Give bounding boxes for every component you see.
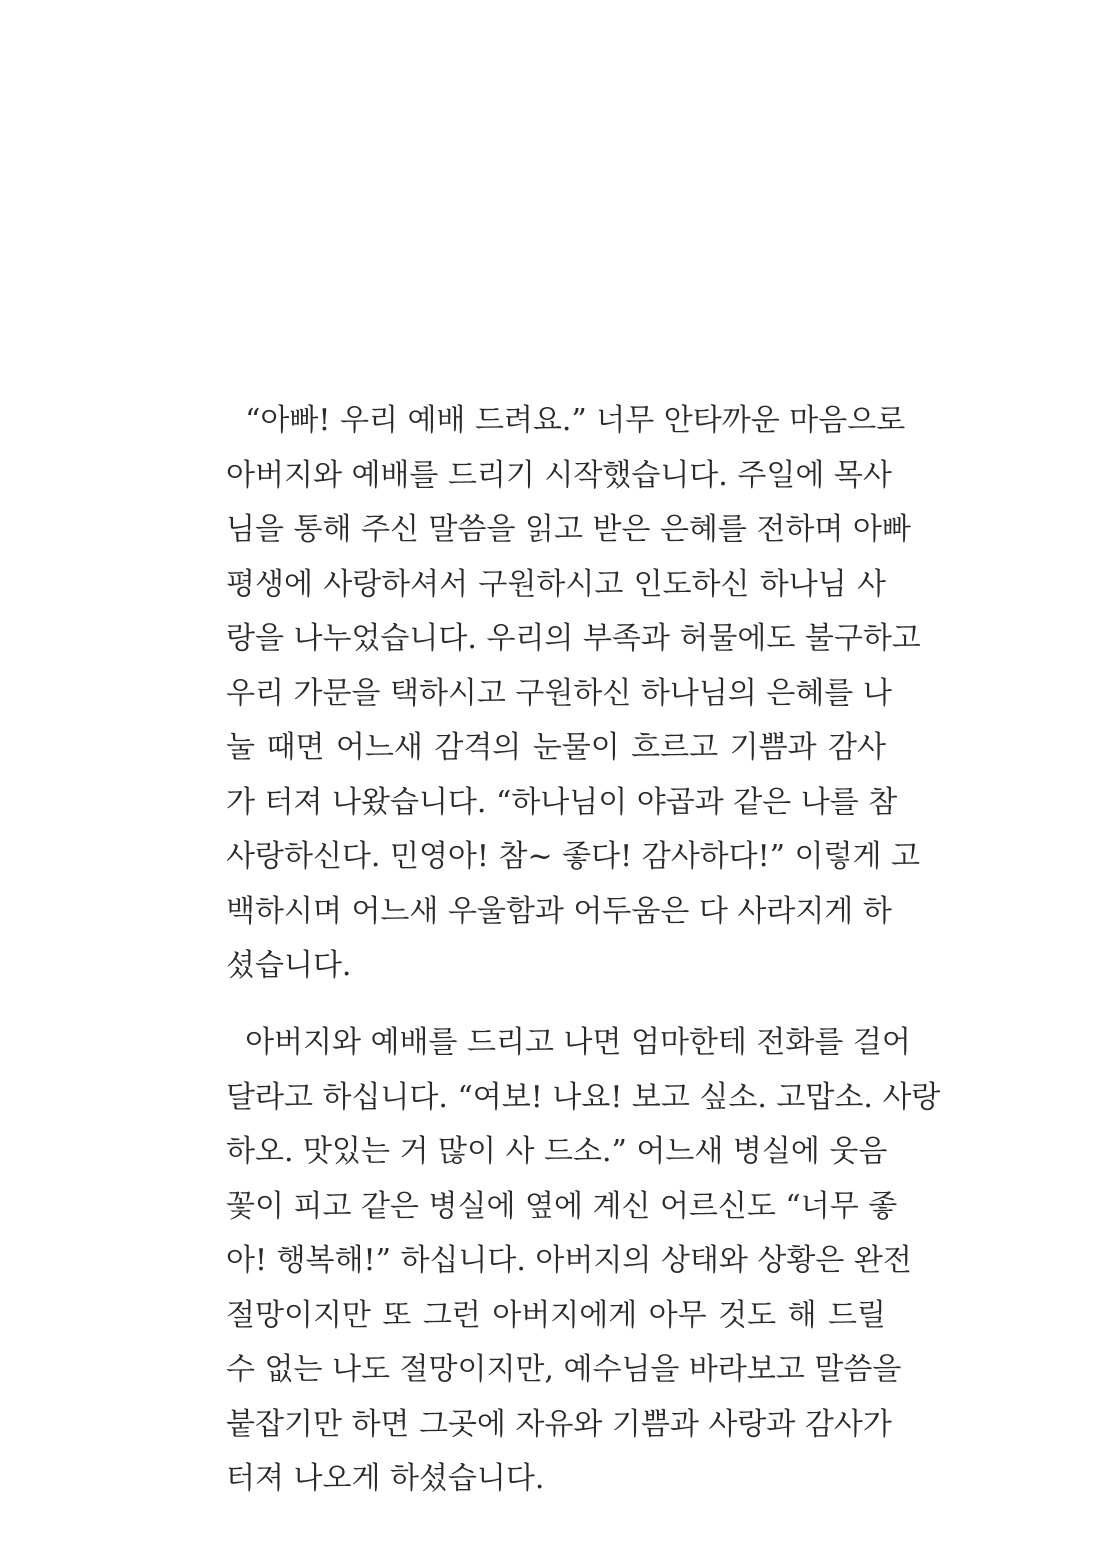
text-line: 꽃이 피고 같은 병실에 옆에 계신 어르신도 “너무 좋 — [226, 1188, 898, 1224]
text-line: 사랑하신다. 민영아! 참~ 좋다! 감사하다!” 이렇게 고 — [226, 839, 921, 874]
text-line: 눌 때면 어느새 감격의 눈물이 흐르고 기쁨과 감사 — [226, 730, 886, 765]
text-line: 백하시며 어느새 우울함과 어두움은 다 사라지게 하 — [226, 893, 892, 929]
text-line: “아빠! 우리 예배 드려요.” 너무 안타까운 마음으로 — [226, 403, 906, 438]
text-line: 수 없는 나도 절망이지만, 예수님을 바라보고 말씀을 — [226, 1352, 902, 1387]
text-line: 아버지와 예배를 드리고 나면 엄마한테 전화를 걸어 — [226, 1025, 911, 1060]
text-line: 우리 가문을 택하시고 구원하신 하나님의 은혜를 나 — [226, 675, 892, 711]
text-line: 달라고 하십니다. “여보! 나요! 보고 싶소. 고맙소. 사랑 — [226, 1079, 941, 1115]
text-line: 아버지와 예배를 드리기 시작했습니다. 주일에 목사 — [226, 457, 892, 493]
text-line: 가 터져 나왔습니다. “하나님이 야곱과 같은 나를 참 — [226, 784, 898, 820]
text-line: 절망이지만 또 그런 아버지에게 아무 것도 해 드릴 — [226, 1297, 886, 1333]
paragraph-2 — [226, 1016, 941, 1507]
text-line: 터져 나오게 하셨습니다. — [226, 1461, 545, 1496]
text-line: 평생에 사랑하셔서 구원하시고 인도하신 하나님 사 — [226, 566, 886, 602]
text-line: 님을 통해 주신 말씀을 읽고 받은 은혜를 전하며 아빠 — [226, 512, 911, 547]
text-line: 하오. 맛있는 거 많이 사 드소.” 어느새 병실에 웃음 — [226, 1134, 888, 1169]
paragraph-1 — [226, 394, 921, 994]
text-line: 랑을 나누었습니다. 우리의 부족과 허물에도 불구하고 — [226, 621, 921, 656]
text-line: 붙잡기만 하면 그곳에 자유와 기쁨과 사랑과 감사가 — [226, 1406, 892, 1442]
text-line: 아! 행복해!” 하십니다. 아버지의 상태와 상황은 완전 — [226, 1243, 912, 1278]
text-line: 셨습니다. — [226, 948, 352, 983]
